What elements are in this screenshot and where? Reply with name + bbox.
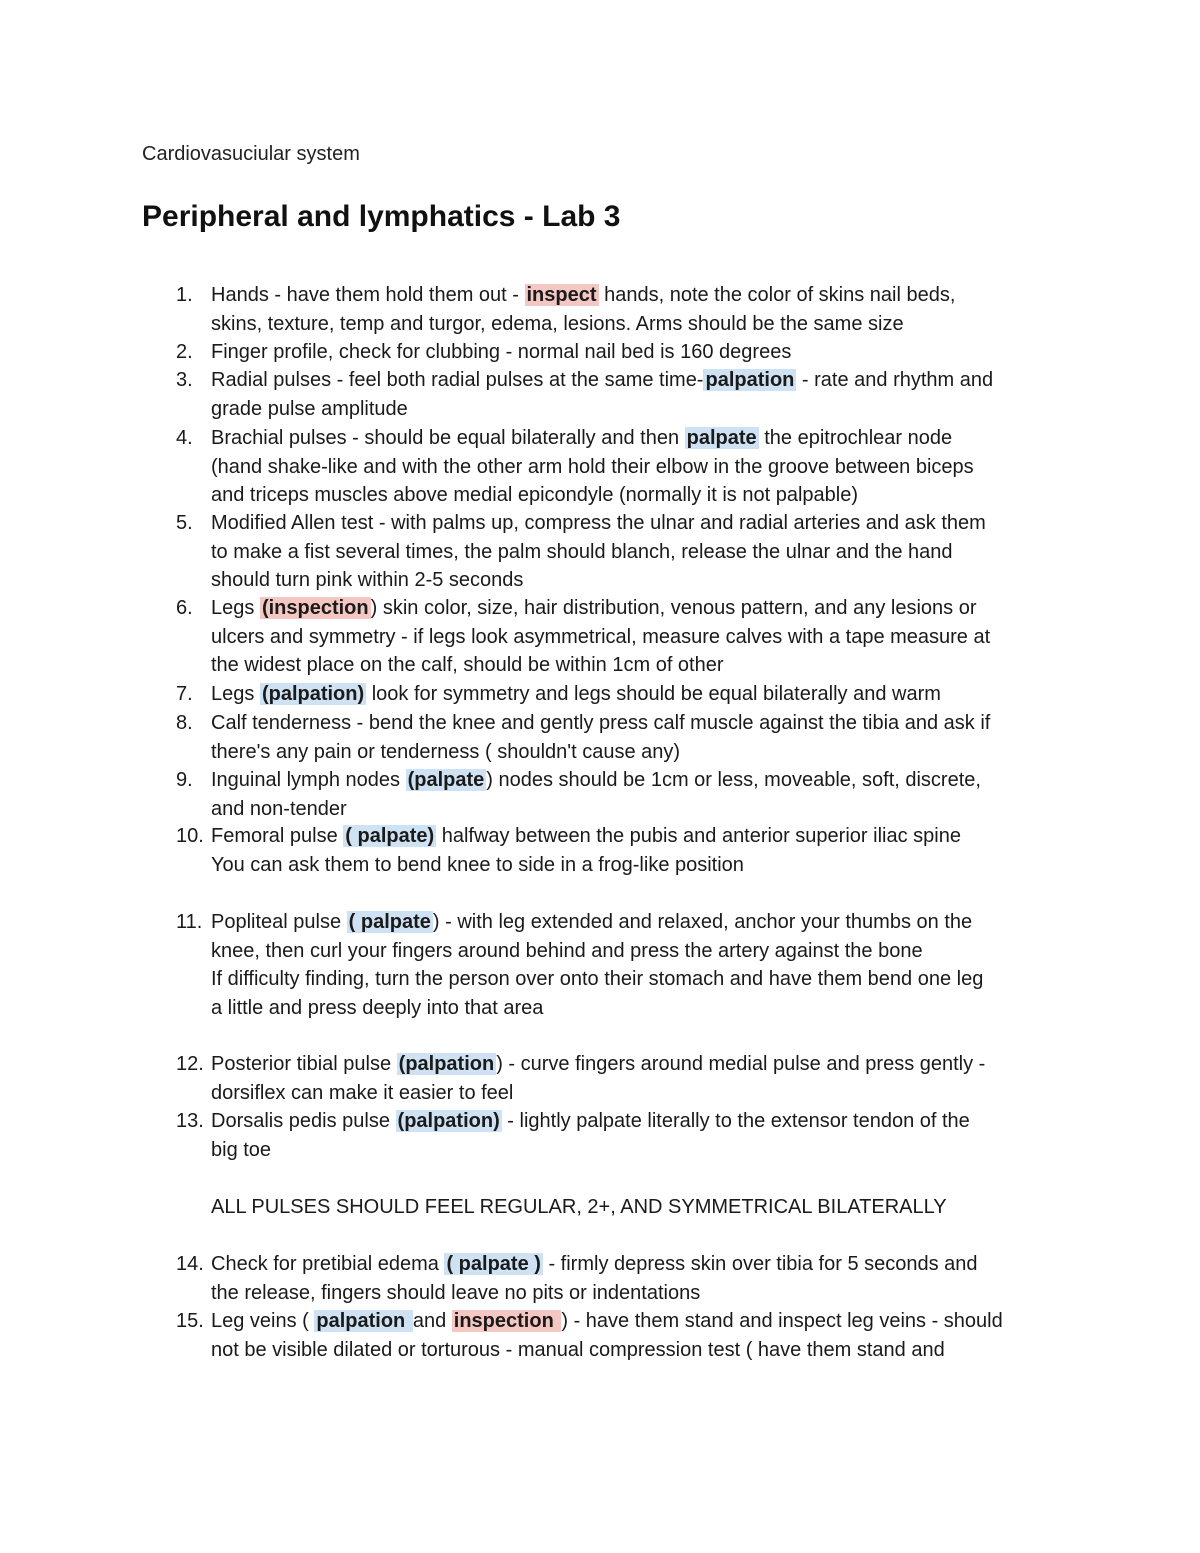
- highlight-palpation: (palpation: [398, 1053, 495, 1075]
- text-run: Legs: [211, 597, 260, 619]
- list-item-number: 11.: [176, 911, 203, 933]
- highlight-palpation: (palpation): [261, 683, 365, 705]
- text-run: Hands - have them hold them out -: [211, 284, 525, 306]
- list-item-number: 13.: [176, 1110, 204, 1132]
- text-run: a little and press deeply into that area: [211, 996, 544, 1019]
- highlight-palpation: palpation: [316, 1310, 411, 1332]
- list-item-text: [211, 338, 1071, 367]
- text-run: Posterior tibial pulse: [211, 1053, 397, 1075]
- text-run: ) - with leg extended and relaxed, anchor your thumbs on the: [432, 911, 973, 933]
- list-item-number: 5.: [176, 512, 193, 534]
- highlight-palpation: (palpation): [397, 1110, 500, 1132]
- text-line: [211, 709, 1071, 738]
- text-run: big toe: [211, 1138, 272, 1161]
- text-line: [211, 795, 1071, 824]
- text-run: Radial pulses - feel both radial pulses at the same time-: [211, 369, 704, 391]
- list-item-text: [211, 594, 1071, 680]
- highlight-palpation: ( palpate: [348, 911, 431, 933]
- text-run: dorsiflex can make it easier to feel: [211, 1081, 514, 1104]
- list-item-text: [211, 709, 1071, 766]
- text-run: and triceps muscles above medial epicondyle (normally it is not palpable): [211, 484, 858, 507]
- text-run: Popliteal pulse: [211, 911, 347, 933]
- text-run: knee, then curl your fingers around behind and press the artery against the bone: [211, 939, 923, 962]
- text-run: Dorsalis pedis pulse: [211, 1110, 396, 1132]
- document-title: Peripheral and lymphatics - Lab 3: [142, 200, 621, 233]
- text-run: skins, texture, temp and turgor, edema, lesions. Arms should be the same size: [211, 312, 904, 335]
- text-line: [211, 453, 1071, 482]
- list-item-text: [211, 766, 1071, 823]
- list-item-text: [211, 680, 1071, 709]
- list-item-number: 3.: [176, 369, 193, 391]
- text-line: [211, 1250, 1071, 1279]
- list-item-number: 9.: [176, 769, 193, 791]
- list-item-number: 15.: [176, 1310, 204, 1332]
- list-item-text: [211, 509, 1071, 595]
- text-line: [211, 1307, 1071, 1336]
- text-line: [211, 1279, 1071, 1308]
- list-item-number: 12.: [176, 1053, 204, 1075]
- list-item-number: 10.: [176, 825, 204, 847]
- list-item-text: [211, 366, 1071, 423]
- text-run: ) - have them stand and inspect leg veins - should: [561, 1310, 1003, 1332]
- list-item-text: [211, 822, 1071, 879]
- list-item-text: [211, 281, 1071, 338]
- text-run: Femoral pulse: [211, 825, 344, 847]
- text-run: to make a fist several times, the palm should blanch, release the ulnar and the hand: [211, 540, 953, 563]
- text-line: [211, 680, 1071, 709]
- text-line: [211, 822, 1071, 851]
- text-run: should turn pink within 2-5 seconds: [211, 569, 524, 592]
- text-line: [211, 1336, 1071, 1365]
- text-run: Inguinal lymph nodes: [211, 769, 406, 791]
- text-run: - rate and rhythm and: [796, 369, 994, 391]
- text-line: [211, 338, 1071, 367]
- list-item-text: [211, 1307, 1071, 1364]
- text-line: [211, 1079, 1071, 1108]
- text-run: Brachial pulses - should be equal bilaterally and then: [211, 427, 685, 449]
- list-item-text: [211, 1250, 1071, 1307]
- text-line: [211, 1136, 1071, 1165]
- list-item-text: [211, 1050, 1071, 1107]
- text-run: Legs: [211, 683, 260, 705]
- text-line: [211, 538, 1071, 567]
- text-run: ) nodes should be 1cm or less, moveable, soft, discrete,: [486, 769, 981, 791]
- text-run: Check for pretibial edema: [211, 1253, 445, 1275]
- text-line: [211, 395, 1071, 424]
- text-run: Finger profile, check for clubbing - normal nail bed is 160 degrees: [211, 341, 792, 363]
- text-line: [211, 310, 1071, 339]
- text-run: - lightly palpate literally to the extensor tendon of the: [501, 1110, 970, 1132]
- text-run: - firmly depress skin over tibia for 5 seconds and: [542, 1253, 978, 1275]
- text-line: [211, 738, 1071, 767]
- text-run: Leg veins (: [211, 1310, 315, 1332]
- text-line: [211, 937, 1071, 966]
- list-item-number: 4.: [176, 427, 193, 449]
- text-run: and non-tender: [211, 797, 347, 820]
- list-item-number: 14.: [176, 1253, 204, 1275]
- text-line: [211, 594, 1071, 623]
- highlight-inspection: inspection: [453, 1310, 560, 1332]
- list-item-number: 2.: [176, 341, 193, 363]
- text-run: ulcers and symmetry - if legs look asymmetrical, measure calves with a tape measure at: [211, 625, 991, 648]
- text-line: [211, 1107, 1071, 1136]
- list-item-text: [211, 424, 1071, 510]
- text-line: [211, 623, 1071, 652]
- list-item-text: [211, 1107, 1071, 1164]
- text-run: halfway between the pubis and anterior superior iliac spine: [436, 825, 961, 847]
- highlight-palpation: (palpate: [407, 769, 485, 791]
- text-run: (hand shake-like and with the other arm hold their elbow in the groove between biceps: [211, 455, 974, 478]
- pulses-note: ALL PULSES SHOULD FEEL REGULAR, 2+, AND SYMMETRICAL BILATERALLY: [211, 1196, 947, 1218]
- text-run: Modified Allen test - with palms up, compress the ulnar and radial arteries and ask them: [211, 512, 986, 534]
- highlight-palpation: palpate: [686, 427, 757, 449]
- list-item-number: 7.: [176, 683, 193, 705]
- document-subtitle: Cardiovasuciular system: [142, 143, 360, 165]
- text-line: [211, 766, 1071, 795]
- list-item-text: [211, 908, 1071, 1022]
- text-run: Calf tenderness - bend the knee and gently press calf muscle against the tibia and ask if: [211, 712, 991, 734]
- list-item-number: 6.: [176, 597, 193, 619]
- text-line: [211, 481, 1071, 510]
- text-run: ) - curve fingers around medial pulse and press gently -: [496, 1053, 986, 1075]
- text-run: the widest place on the calf, should be within 1cm of other: [211, 654, 724, 677]
- text-run: and: [412, 1310, 452, 1332]
- text-run: You can ask them to bend knee to side in a frog-like position: [211, 853, 744, 876]
- text-line: [211, 509, 1071, 538]
- text-run: there's any pain or tenderness ( shouldn't cause any): [211, 740, 681, 763]
- text-run: the epitrochlear node: [758, 427, 953, 449]
- text-run: grade pulse amplitude: [211, 397, 408, 420]
- text-line: [211, 366, 1071, 395]
- list-item-number: 1.: [176, 284, 193, 306]
- text-line: [211, 851, 1071, 880]
- text-line: [211, 908, 1071, 937]
- text-line: [211, 965, 1071, 994]
- text-line: [211, 566, 1071, 595]
- text-run: ) skin color, size, hair distribution, venous pattern, and any lesions or: [370, 597, 977, 619]
- text-line: [211, 424, 1071, 453]
- text-run: look for symmetry and legs should be equal bilaterally and warm: [366, 683, 941, 705]
- text-line: [211, 651, 1071, 680]
- text-line: [211, 994, 1071, 1023]
- text-run: not be visible dilated or torturous - manual compression test ( have them stand and: [211, 1338, 945, 1361]
- text-line: [211, 281, 1071, 310]
- text-run: hands, note the color of skins nail beds,: [598, 284, 956, 306]
- highlight-inspection: (inspection: [261, 597, 369, 619]
- list-item-number: 8.: [176, 712, 193, 734]
- text-line: [211, 1050, 1071, 1079]
- highlight-palpation: ( palpate ): [446, 1253, 541, 1275]
- text-run: the release, fingers should leave no pits or indentations: [211, 1281, 701, 1304]
- text-run: If difficulty finding, turn the person over onto their stomach and have them bend one leg: [211, 968, 984, 991]
- highlight-inspection: inspect: [526, 284, 597, 306]
- highlight-palpation: ( palpate): [345, 825, 435, 847]
- highlight-palpation: palpation: [705, 369, 795, 391]
